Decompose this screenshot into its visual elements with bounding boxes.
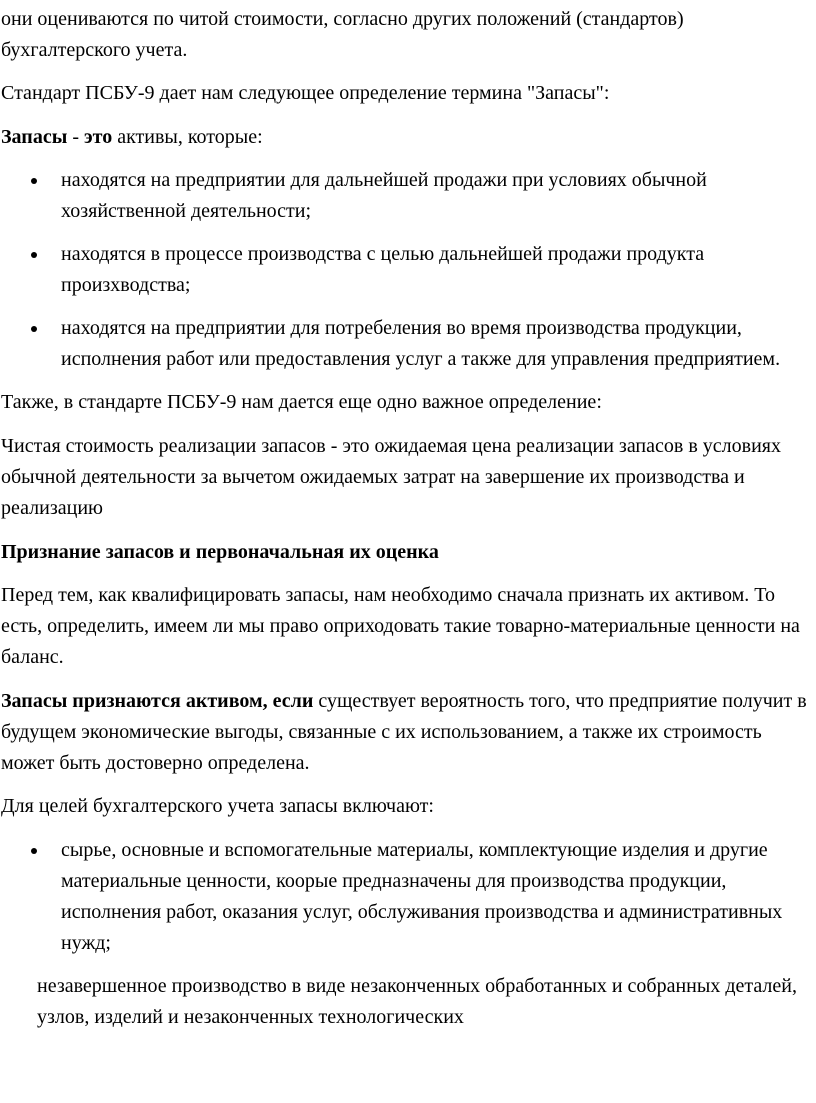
list-item-text: находятся на предприятии для дальнейшей продажи при условиях обычной хозяйственной деятельности;: [61, 169, 707, 222]
bullet-list-1: [0, 165, 816, 375]
bullet-icon: [31, 326, 37, 332]
list-item: [0, 313, 816, 375]
recognize-rest: существует вероятность того, что предприятие получит в будущем экономические выгоды, связанные с их использованием, а также их строимость может быть достоверно определена.: [1, 690, 807, 774]
section-heading: Признание запасов и первоначальная их оценка: [1, 541, 439, 563]
definition-rest: активы, которые:: [112, 126, 263, 148]
list-item: [0, 165, 816, 227]
paragraph-wip: незавершенное производство в виде незаконченных обработанных и собранных деталей, узлов, изделий и незаконченных технологических: [37, 975, 797, 1028]
paragraph-intro: они оцениваются по читой стоимости, согласно других положений (стандартов) бухгалтерского учета.: [1, 8, 684, 61]
list-item-text: находятся в процессе производства с целью дальнейшей продажи продукта произхводства;: [61, 243, 705, 296]
recognize-bold: Запасы признаются активом, если: [1, 690, 314, 712]
bullet-icon: [31, 178, 37, 184]
list-item: [0, 835, 816, 959]
definition-dash: -: [67, 126, 84, 148]
bullet-list-2: [0, 835, 816, 959]
paragraph-also: Также, в стандарте ПСБУ-9 нам дается еще одно важное определение:: [1, 391, 602, 413]
paragraph-standard: Стандарт ПСБУ-9 дает нам следующее определение термина "Запасы":: [1, 82, 610, 104]
paragraph-definition: [1, 122, 810, 153]
paragraph-recognize: [1, 686, 810, 779]
bullet-icon: [31, 848, 37, 854]
bullet-icon: [31, 252, 37, 258]
paragraph-purpose: Для целей бухгалтерского учета запасы включают:: [1, 795, 434, 817]
paragraph-before: Перед тем, как квалифицировать запасы, нам необходимо сначала признать их активом. То есть, определить, имеем ли мы право оприходовать такие товарно-материальные ценности на баланс.: [1, 584, 800, 668]
list-item-text: находятся на предприятии для потребеления во время производства продукции, исполнения работ или предоставления услуг а также для управления предприятием.: [61, 317, 781, 370]
term-zapasy: Запасы: [1, 126, 68, 148]
paragraph-net-value: Чистая стоимость реализации запасов - это ожидаемая цена реализации запасов в условиях обычной деятельности за вычетом ожидаемых затрат на завершение их производства и реализацию: [1, 435, 781, 519]
list-item: [0, 239, 816, 301]
term-eto: это: [83, 126, 113, 148]
list-item-text: сырье, основные и вспомогательные материалы, комплектующие изделия и другие материальные ценности, коорые предназначены для производства продукции, исполнения работ, оказания услуг, обслуживания производства и административных нужд;: [61, 839, 783, 954]
